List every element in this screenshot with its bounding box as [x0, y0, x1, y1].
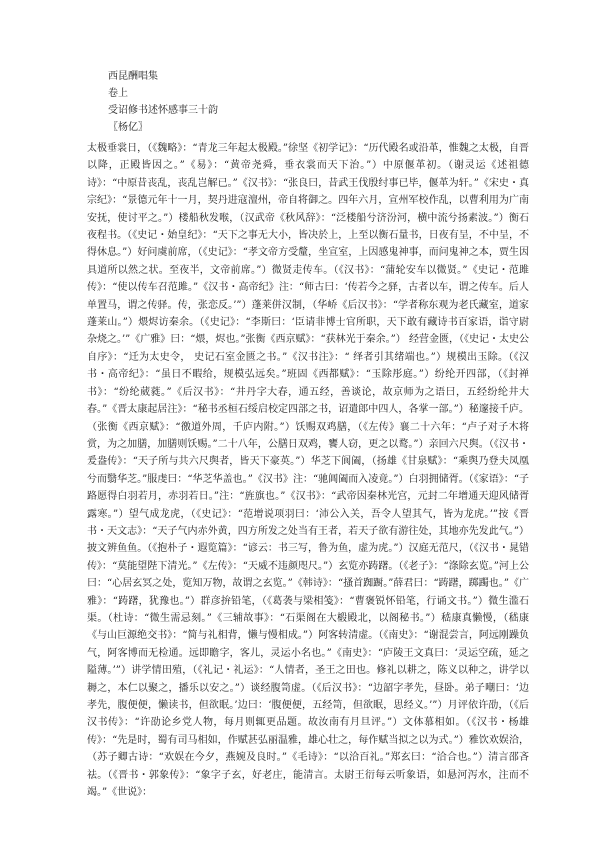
body-text: 太极垂裳日，（《魏略》：“青龙三年起太极殿。”徐坚《初学记》：“历代殿名或沿革，惟魏之太极，自晋以降，正殿皆因之。”《易》：“黄帝尧舜，垂衣裳而天下治。”）中原偃革初。（谢灵运《述祖德诗》：“中原昔丧乱，丧乱岂解已。”《汉书》：“张良曰，昔武王伐殷纣事已毕，偃革为轩。”《宋史・真宗纪》：“景德元年十一月，契丹进寇澶州，帝自将御之。四年六月，宣州军校作乱，以曹利用为广南安抚，使讨平之。”）楼船秋发喉，（汉武帝《秋风辞》：“泛楼船兮济汾河，横中流兮扬素波。”）衡石夜程书。（《史记・始皇纪》：“天下之事无大小，皆决於上，上至以衡石量书，日夜有呈，不中呈，不得休息。”）好问虞前席，（《史记》：“孝文帝方受釐，坐宣室，上因感鬼神事，而问鬼神之本，贾生因具道所以然之状。至夜半，文帝前席。”）微贤走传车。（《汉书》：“蒲轮安车以微贤。”《史记・范雎传》：“使以传车召范雎。”《汉书・高帝纪》注：“师古曰：‘传若今之驿，古者以车，谓之传车。后人单置马，谓之传驿。传，张恋反。’”）蓬莱併汉制，（华峤《后汉书》：“学者称东观为老氏藏室，道家蓬莱山。”）煨烬访秦余。（《史记》：“李斯曰：‘臣请非博士官所职，天下敢有藏诗书百家语，诣守尉杂烧之。’”《广雅》曰：“煨，烬也。”张衡《西京赋》：“获林光于秦余。”） 经营金匮，（《史记・太史公自序》：“迁为太史令， 史记石室金匮之书。”《汉书注》：“ 绎者引其绪端也。”）规模出玉除。（《汉书・高帝纪》：“虽日不暇给，规模弘远矣。”班固《西都赋》：“玉除彤庭。”）纷纶开四部，（《封禅书》：“纷纶葳蕤。”《后汉书》：“井丹字大春，通五经，善谈论，故京师为之语曰，五经纷纶井大春。”《晋太康起居注》：“秘书丞桓石绥启校定四部之书，诏遣郎中四人，各掌一部。”）秘邃接千庐。（张衡《西京赋》：“徼道外周，千庐内附。”）饫赐双鸡膳，（《左传》襄二十六年：“卢子对子木将赏，为之加膳，加膳则饫赐。”二十八年，公膳日双鸡，饔人窃，更之以鹜。”）亲回六尺舆。（《汉书・爰盎传》：“天子所与共六尺舆者，皆天下豪英。”）华芝下阆阖，（扬雄《甘泉赋》：“乘舆乃登夫凤凰兮而翳华芝。”服虔曰：“华芝华盖也。”《汉书》注：“驰阊阖而入凌竟。”）白羽拥储胥。（《家语》：“子路愿得白羽若月，赤羽若日。”注：“旌旗也。”《汉书》：“武帝因秦林光宫，元封二年增通天迎风储胥露寒。”）望气成龙虎，（《史记》：“范增说项羽曰：‘沛公入关，吾令人望其气，皆为龙虎。’”按《晋书・天文志》：“天子气内赤外黄，四方所发之处当有王者，若天子欲有游往处，其地亦先发此气。”）披文辨鱼鱼。（《抱朴子・遐览篇》：“谚云：书三写，鲁为鱼，虚为虎。”）汉庭无范尺，（《汉书・晁错传》：“莫能望陛下清光。”《左传》：“天威不违颜咫尺。”）玄览亦踌躇。（《老子》：“涤除玄览。”河上公曰：“心居玄冥之处，览知万物，故谓之玄览。”《韩诗》：“搔首踟蹰。”薛君曰：“踌躇，踯躅也。”《广雅》：“踌躇，犹豫也。”）群彦拚铅笔，（《葛袭与梁相笺》：“曹褒锐怀铅笔，行诵文书。”）微生滥石渠。（杜诗：“微生需忌刻。”《三辅故事》：“石渠阁在大椴殿北，以阁秘书。”）嵇康真懒慢，（嵇康《与山巨源绝交书》：“简与礼相背，懒与慢相成。”）阿客转清虚。（《南史》：“谢混尝言，阿远刚躁负气，阿客博而无检通。远即瞻字，客儿，灵运小名也。”《南史》：“庐陵王文真曰：‘灵运空疏，延之隘薄。’”）讲学情田殖，（《礼记・礼运》：“人情者，圣王之田也。修礼以耕之，陈义以种之，讲学以耨之，本仁以聚之，播乐以安之。”）谈经腹笥虚。（《后汉书》：“边韶字孝先，昼卧。弟子嘲曰：‘边孝先，腹便便，懒读书，但欲眠。’边曰：‘腹便便，五经笥，但欲眠，思经义。’”）月评依许劭，（《后汉书传》：“许劭论乡党人物，每月则辄更品题。故汝南有月旦评。”）文体慕相如。（《汉书・杨雄传》：“先是时，蜀有司马相如，作赋甚弘丽温雅，雄心壮之，每作赋当拟之以为式。”）雅饮欢娱洽，（苏子卿古诗：“欢娱在今夕，燕婉及良时。”《毛诗》：“以洽百礼。”郑玄曰：“洽合也。”）清言邵吝祛。（《晋书・郭象传》：“象字子玄，好老庄，能清言。太尉王衍每云听象语，如悬河泻水，注而不竭。”《世说》： [87, 143, 529, 799]
author-label: 〖杨亿〗 [108, 122, 148, 133]
volume-label: 卷上 [108, 88, 128, 99]
poem-title: 受诏修书述怀感事三十韵 [108, 105, 218, 116]
collection-title: 西昆酬唱集 [108, 71, 158, 82]
